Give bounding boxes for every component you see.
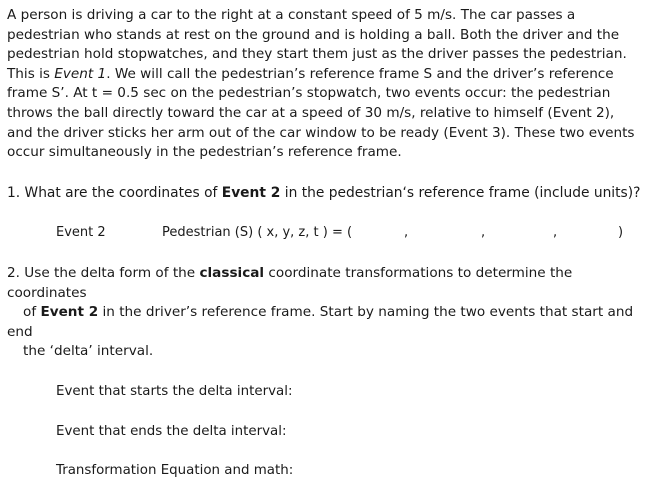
question-2-line xyxy=(7,264,647,284)
question-1 xyxy=(7,185,657,201)
intro-line xyxy=(7,65,647,85)
question-2-line: coordinates xyxy=(7,284,87,301)
event-1-italic: Event 1 xyxy=(54,65,107,82)
question-2-text: of xyxy=(23,304,41,321)
end-event-prompt[interactable]: Event that ends the delta interval: xyxy=(56,424,287,439)
coordinate-blank-x[interactable]: , xyxy=(404,225,409,240)
intro-line: pedestrian who stands at rest on the ground and is holding a ball. Both the driver and the xyxy=(7,26,620,43)
question-2-line xyxy=(7,303,647,323)
coordinate-blank-z[interactable]: , xyxy=(553,225,558,240)
transformation-prompt[interactable]: Transformation Equation and math: xyxy=(56,463,294,478)
question-1-bold: Event 2 xyxy=(221,185,281,201)
intro-text: This is xyxy=(7,65,55,82)
intro-text: . We will call the pedestrian’s reference frame S and the driver’s reference xyxy=(106,65,614,82)
pedestrian-frame-label: Pedestrian (S) ( x, y, z, t ) = ( xyxy=(162,225,353,240)
start-event-prompt[interactable]: Event that starts the delta interval: xyxy=(56,384,293,399)
question-2 xyxy=(7,264,647,362)
event-2-coordinates-row xyxy=(56,225,636,245)
event-2-label: Event 2 xyxy=(56,225,106,240)
question-2-text: in the driver’s reference frame. Start by naming the two events that start and xyxy=(98,304,634,321)
event-2-bold: Event 2 xyxy=(40,304,99,321)
intro-line: throws the ball directly toward the car at a speed of 30 m/s, relative to himself (Event 2), xyxy=(7,104,615,121)
question-2-line: the ‘delta’ interval. xyxy=(23,343,154,360)
question-2-line: end xyxy=(7,323,33,340)
intro-line: and the driver sticks her arm out of the car window to be ready (Event 3). These two events xyxy=(7,124,635,141)
intro-line: A person is driving a car to the right at a constant speed of 5 m/s. The car passes a xyxy=(7,7,576,23)
question-2-text: coordinate transformations to determine the xyxy=(264,265,573,281)
intro-line: frame S’. At t = 0.5 sec on the pedestrian’s stopwatch, two events occur: the pedestrian xyxy=(7,85,611,102)
intro-paragraph xyxy=(7,6,647,163)
coordinate-blank-y[interactable]: , xyxy=(481,225,486,240)
classical-bold: classical xyxy=(199,265,265,281)
intro-line: occur simultaneously in the pedestrian’s reference frame. xyxy=(7,144,402,161)
question-1-suffix: in the pedestrian‘s reference frame (include units)? xyxy=(280,185,641,201)
question-2-text: 2. Use the delta form of the xyxy=(7,265,200,281)
question-1-prefix: 1. What are the coordinates of xyxy=(7,185,222,201)
coordinate-close-paren: ) xyxy=(618,225,624,240)
intro-line: pedestrian hold stopwatches, and they start them just as the driver passes the pedestrian. xyxy=(7,46,627,63)
